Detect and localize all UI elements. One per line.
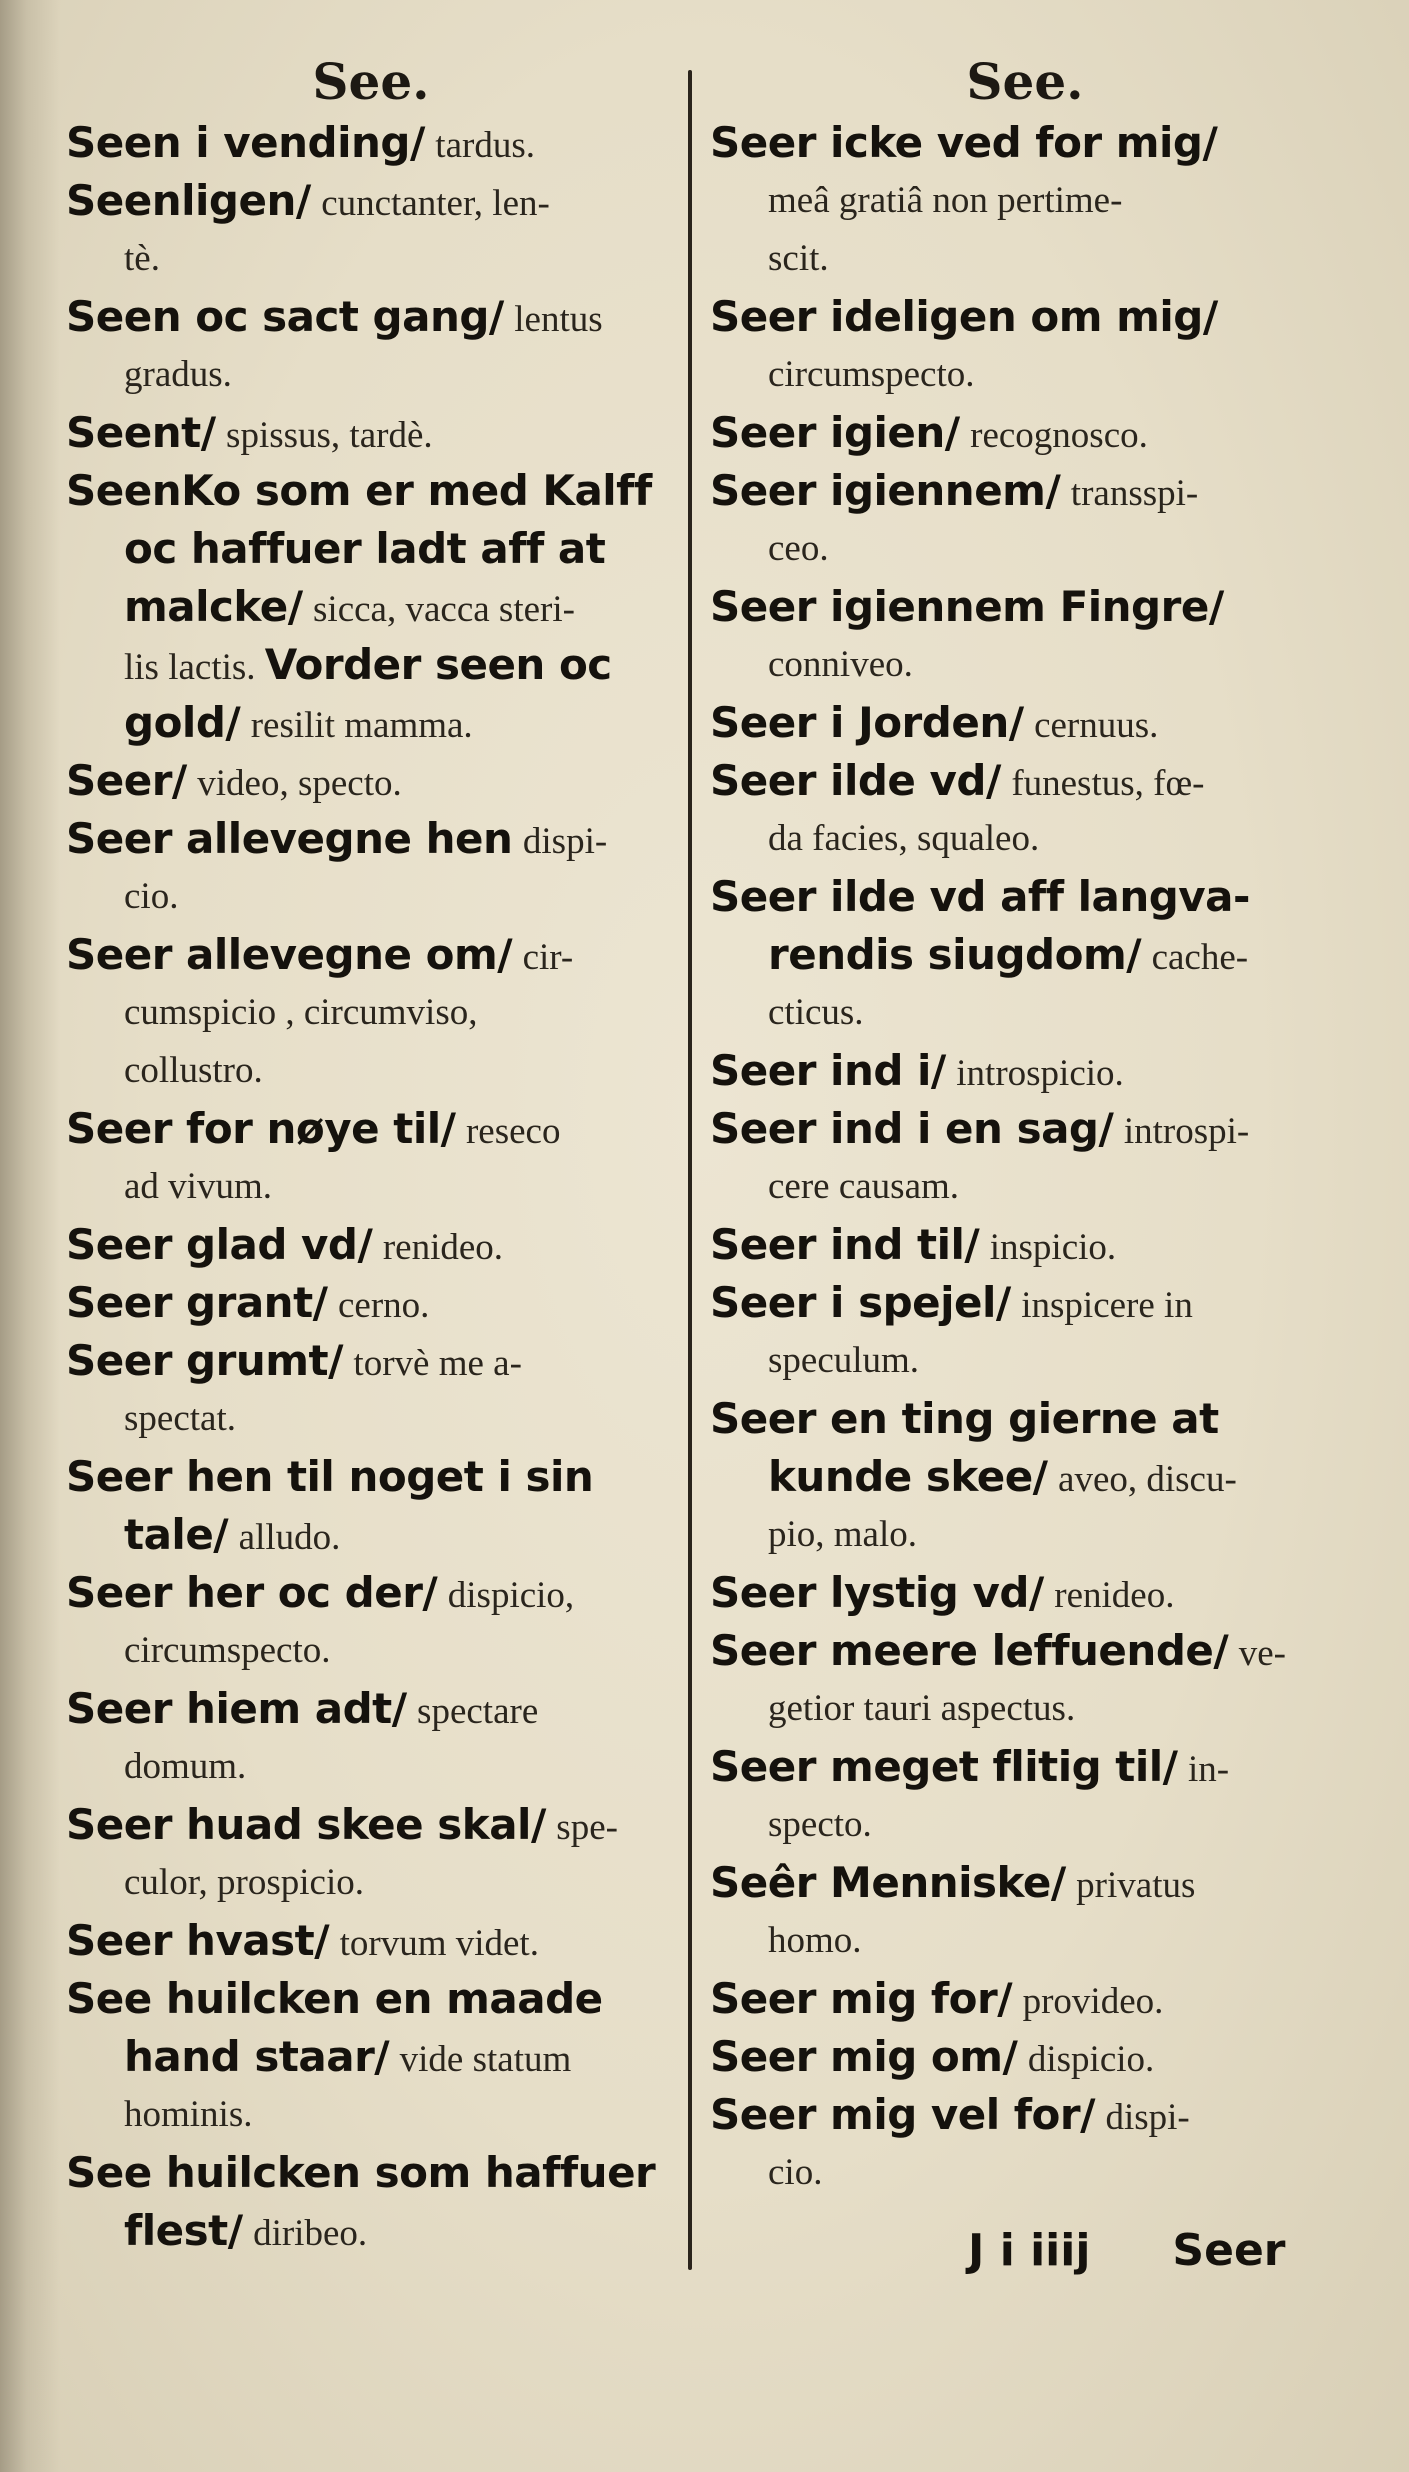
entry-line xyxy=(66,2202,676,2260)
latin-gloss: pio, malo. xyxy=(768,1514,918,1555)
entry-line xyxy=(66,2086,676,2144)
entry-line xyxy=(66,1390,676,1448)
latin-gloss: funestus, fœ- xyxy=(1011,763,1205,804)
dictionary-entry xyxy=(66,1332,676,1448)
latin-gloss: ad vivum. xyxy=(124,1166,272,1207)
latin-gloss: domum. xyxy=(124,1746,247,1787)
entry-line xyxy=(710,2144,1340,2202)
latin-gloss: specto. xyxy=(768,1804,872,1845)
latin-gloss: lis lactis. xyxy=(124,647,265,688)
latin-gloss: cere causam. xyxy=(768,1166,960,1207)
latin-gloss: cache- xyxy=(1151,937,1249,978)
entry-line xyxy=(66,1216,676,1274)
headword: Seer i Jorden/ xyxy=(710,698,1024,747)
latin-gloss: cio. xyxy=(124,876,179,917)
latin-gloss: cticus. xyxy=(768,992,864,1033)
dictionary-entry xyxy=(710,1216,1340,1274)
entry-line xyxy=(710,404,1340,462)
latin-gloss: da facies, squaleo. xyxy=(768,818,1040,859)
latin-gloss: lentus xyxy=(514,299,603,340)
left-column xyxy=(66,50,676,2260)
headword: Vorder seen oc xyxy=(264,640,612,689)
entry-line xyxy=(66,578,676,636)
dictionary-entry xyxy=(710,1564,1340,1622)
latin-gloss: diribeo. xyxy=(253,2213,368,2254)
entry-line xyxy=(66,636,676,694)
entry-line xyxy=(710,1448,1340,1506)
headword: malcke/ xyxy=(124,582,303,631)
left-running-head: See. xyxy=(312,52,430,111)
latin-gloss: circumspecto. xyxy=(768,354,975,395)
entry-line xyxy=(66,1912,676,1970)
entry-line xyxy=(66,1854,676,1912)
headword: Seer hiem adt/ xyxy=(66,1684,407,1733)
dictionary-entry xyxy=(710,1970,1340,2028)
dictionary-entry xyxy=(710,2086,1340,2202)
headword: Seen i vending/ xyxy=(66,118,425,167)
entry-line xyxy=(66,1506,676,1564)
entry-line xyxy=(710,1564,1340,1622)
entry-line xyxy=(66,288,676,346)
latin-gloss: vide statum xyxy=(399,2039,572,2080)
latin-gloss: getior tauri aspectus. xyxy=(768,1688,1076,1729)
headword: Seer/ xyxy=(66,756,187,805)
headword: Seer ilde vd/ xyxy=(710,756,1001,805)
latin-gloss: renideo. xyxy=(1054,1575,1175,1616)
entry-line xyxy=(710,694,1340,752)
latin-gloss: homo. xyxy=(768,1920,862,1961)
headword: kunde skee/ xyxy=(768,1452,1048,1501)
entry-line xyxy=(710,1680,1340,1738)
column-divider xyxy=(688,70,692,2270)
latin-gloss: inspicio. xyxy=(989,1227,1117,1268)
dictionary-entry xyxy=(710,1042,1340,1100)
latin-gloss: tardus. xyxy=(435,125,535,166)
latin-gloss: spissus, tardè. xyxy=(226,415,433,456)
entry-line xyxy=(66,1970,676,2028)
dictionary-entry xyxy=(66,2144,676,2260)
latin-gloss: torvum videt. xyxy=(339,1923,539,1964)
dictionary-entry xyxy=(66,1274,676,1332)
headword: Seer allevegne hen xyxy=(66,814,513,863)
headword: Seer igiennem Fingre/ xyxy=(710,582,1224,631)
headword: Seent/ xyxy=(66,408,216,457)
entry-line xyxy=(66,114,676,172)
entry-line xyxy=(66,926,676,984)
dictionary-entry xyxy=(66,462,676,752)
entry-line xyxy=(66,230,676,288)
headword: rendis siugdom/ xyxy=(768,930,1142,979)
headword: Seer hen til noget i sin xyxy=(66,1452,594,1501)
dictionary-entry xyxy=(710,2028,1340,2086)
latin-gloss: hominis. xyxy=(124,2094,253,2135)
headword: Seer grant/ xyxy=(66,1278,328,1327)
latin-gloss: spectat. xyxy=(124,1398,236,1439)
dictionary-entry xyxy=(710,1738,1340,1854)
latin-gloss: sicca, vacca steri- xyxy=(313,589,575,630)
headword: Seer mig for/ xyxy=(710,1974,1013,2023)
entry-line xyxy=(66,1042,676,1100)
entry-line xyxy=(710,578,1340,636)
entry-line xyxy=(710,114,1340,172)
entry-line xyxy=(66,752,676,810)
latin-gloss: dispi- xyxy=(522,821,608,862)
dictionary-entry xyxy=(710,578,1340,694)
latin-gloss: aveo, discu- xyxy=(1058,1459,1237,1500)
headword: Seêr Menniske/ xyxy=(710,1858,1066,1907)
dictionary-entry xyxy=(66,404,676,462)
dictionary-entry xyxy=(66,1912,676,1970)
dictionary-entry xyxy=(66,1970,676,2144)
latin-gloss: collustro. xyxy=(124,1050,263,1091)
headword: Seer for nøye til/ xyxy=(66,1104,456,1153)
latin-gloss: introspicio. xyxy=(956,1053,1124,1094)
headword: See huilcken som haffuer xyxy=(66,2148,656,2197)
entry-line xyxy=(710,462,1340,520)
entry-line xyxy=(66,1738,676,1796)
latin-gloss: spectare xyxy=(417,1691,539,1732)
dictionary-entry xyxy=(66,288,676,404)
dictionary-entry xyxy=(710,868,1340,1042)
latin-gloss: dispi- xyxy=(1105,2097,1190,2138)
latin-gloss: dispicio. xyxy=(1027,2039,1155,2080)
entry-line xyxy=(710,1158,1340,1216)
dictionary-entry xyxy=(66,810,676,926)
entry-line xyxy=(66,1564,676,1622)
entry-line xyxy=(710,2028,1340,2086)
headword: See huilcken en maade xyxy=(66,1974,603,2023)
entry-line xyxy=(66,2028,676,2086)
right-running-head: See. xyxy=(966,52,1084,111)
latin-gloss: recognosco. xyxy=(970,415,1148,456)
headword: Seer hvast/ xyxy=(66,1916,330,1965)
latin-gloss: ve- xyxy=(1238,1633,1286,1674)
latin-gloss: meâ gratiâ non pertime- xyxy=(768,180,1123,221)
entry-line xyxy=(710,984,1340,1042)
entry-line xyxy=(710,1390,1340,1448)
latin-gloss: renideo. xyxy=(382,1227,504,1268)
dictionary-entry xyxy=(710,1100,1340,1216)
dictionary-entry xyxy=(66,926,676,1100)
dictionary-entry xyxy=(710,462,1340,578)
entry-line xyxy=(66,2144,676,2202)
headword: Seer igien/ xyxy=(710,408,960,457)
entry-line xyxy=(710,230,1340,288)
dictionary-entry xyxy=(710,1390,1340,1564)
dictionary-entry xyxy=(710,752,1340,868)
latin-gloss: transspi- xyxy=(1070,473,1199,514)
headword: Seer glad vd/ xyxy=(66,1220,373,1269)
headword: Seer lystig vd/ xyxy=(710,1568,1044,1617)
headword: Seer i spejel/ xyxy=(710,1278,1011,1327)
latin-gloss: torvè me a- xyxy=(353,1343,522,1384)
latin-gloss: video, specto. xyxy=(197,763,402,804)
headword: Seer ind til/ xyxy=(710,1220,980,1269)
headword: Seer huad skee skal/ xyxy=(66,1800,546,1849)
dictionary-entry xyxy=(66,1564,676,1680)
dictionary-entry xyxy=(66,172,676,288)
entry-line xyxy=(710,288,1340,346)
right-entries xyxy=(710,114,1340,2202)
dictionary-entry xyxy=(710,1622,1340,1738)
headword: Seer en ting gierne at xyxy=(710,1394,1219,1443)
dictionary-entry xyxy=(66,1216,676,1274)
entry-line xyxy=(710,810,1340,868)
entry-line xyxy=(710,1216,1340,1274)
latin-gloss: cunctanter, len- xyxy=(321,183,550,224)
latin-gloss: conniveo. xyxy=(768,644,913,685)
entry-line xyxy=(66,1332,676,1390)
entry-line xyxy=(710,1796,1340,1854)
entry-line xyxy=(710,1854,1340,1912)
entry-line xyxy=(710,1622,1340,1680)
headword: gold/ xyxy=(124,698,241,747)
headword: Seer mig vel for/ xyxy=(710,2090,1095,2139)
latin-gloss: scit. xyxy=(768,238,829,279)
dictionary-entry xyxy=(710,1274,1340,1390)
entry-line xyxy=(66,984,676,1042)
entry-line xyxy=(710,172,1340,230)
dictionary-entry xyxy=(710,114,1340,288)
catchword: Seer xyxy=(1172,2225,1286,2276)
latin-gloss: spe- xyxy=(556,1807,618,1848)
headword: Seer her oc der/ xyxy=(66,1568,438,1617)
entry-line xyxy=(66,404,676,462)
right-column xyxy=(710,50,1340,2202)
latin-gloss: cio. xyxy=(768,2152,823,2193)
headword: Seer ind i en sag/ xyxy=(710,1104,1114,1153)
dictionary-entry xyxy=(66,1100,676,1216)
page-footer xyxy=(968,2225,1286,2276)
headword: Seer meget flitig til/ xyxy=(710,1742,1178,1791)
dictionary-entry xyxy=(710,404,1340,462)
latin-gloss: tè. xyxy=(124,238,160,279)
latin-gloss: speculum. xyxy=(768,1340,920,1381)
dictionary-entry xyxy=(710,1854,1340,1970)
latin-gloss: inspicere in xyxy=(1021,1285,1193,1326)
latin-gloss: resilit mamma. xyxy=(250,705,473,746)
dictionary-entry xyxy=(66,1680,676,1796)
latin-gloss: reseco xyxy=(465,1111,561,1152)
headword: Seer mig om/ xyxy=(710,2032,1018,2081)
headword: oc haffuer ladt aff at xyxy=(124,524,606,573)
headword: Seer ind i/ xyxy=(710,1046,946,1095)
entry-line xyxy=(710,346,1340,404)
entry-line xyxy=(710,1912,1340,1970)
entry-line xyxy=(66,868,676,926)
headword: Seenligen/ xyxy=(66,176,311,225)
latin-gloss: gradus. xyxy=(124,354,232,395)
headword: Seer grumt/ xyxy=(66,1336,343,1385)
entry-line xyxy=(710,1506,1340,1564)
entry-line xyxy=(710,1738,1340,1796)
entry-line xyxy=(710,1274,1340,1332)
latin-gloss: culor, prospicio. xyxy=(124,1862,364,1903)
entry-line xyxy=(710,868,1340,926)
dictionary-entry xyxy=(66,1448,676,1564)
entry-line xyxy=(66,462,676,520)
entry-line xyxy=(66,1622,676,1680)
entry-line xyxy=(710,520,1340,578)
headword: Seer ilde vd aff langva- xyxy=(710,872,1250,921)
latin-gloss: cerno. xyxy=(338,1285,430,1326)
headword: Seer meere leffuende/ xyxy=(710,1626,1229,1675)
entry-line xyxy=(710,926,1340,984)
entry-line xyxy=(66,1100,676,1158)
headword: Seer allevegne om/ xyxy=(66,930,513,979)
dictionary-entry xyxy=(710,694,1340,752)
entry-line xyxy=(710,752,1340,810)
entry-line xyxy=(66,520,676,578)
entry-line xyxy=(66,694,676,752)
left-entries xyxy=(66,114,676,2260)
headword: Seer icke ved for mig/ xyxy=(710,118,1218,167)
entry-line xyxy=(66,1680,676,1738)
dictionary-entry xyxy=(66,752,676,810)
headword: Seer ideligen om mig/ xyxy=(710,292,1218,341)
entry-line xyxy=(66,172,676,230)
entry-line xyxy=(66,1448,676,1506)
entry-line xyxy=(66,1274,676,1332)
headword: SeenKo som er med Kalff xyxy=(66,466,652,515)
latin-gloss: ceo. xyxy=(768,528,829,569)
dictionary-entry xyxy=(66,1796,676,1912)
entry-line xyxy=(710,1042,1340,1100)
entry-line xyxy=(66,346,676,404)
headword: Seen oc sact gang/ xyxy=(66,292,504,341)
latin-gloss: cumspicio , circumviso, xyxy=(124,992,478,1033)
dictionary-entry xyxy=(710,288,1340,404)
latin-gloss: cir- xyxy=(522,937,574,978)
dictionary-entry xyxy=(66,114,676,172)
latin-gloss: introspi- xyxy=(1123,1111,1250,1152)
latin-gloss: circumspecto. xyxy=(124,1630,331,1671)
entry-line xyxy=(710,2086,1340,2144)
latin-gloss: alludo. xyxy=(238,1517,341,1558)
latin-gloss: in- xyxy=(1188,1749,1230,1790)
entry-line xyxy=(66,810,676,868)
headword: flest/ xyxy=(124,2206,243,2255)
headword: tale/ xyxy=(124,1510,229,1559)
entry-line xyxy=(710,1100,1340,1158)
binding-shadow xyxy=(0,0,60,2472)
headword: hand staar/ xyxy=(124,2032,390,2081)
headword: Seer igiennem/ xyxy=(710,466,1061,515)
latin-gloss: cernuus. xyxy=(1034,705,1159,746)
entry-line xyxy=(710,636,1340,694)
signature-mark: J i iiij xyxy=(968,2225,1091,2276)
entry-line xyxy=(66,1796,676,1854)
entry-line xyxy=(66,1158,676,1216)
latin-gloss: privatus xyxy=(1076,1865,1196,1906)
latin-gloss: dispicio, xyxy=(447,1575,575,1616)
entry-line xyxy=(710,1970,1340,2028)
entry-line xyxy=(710,1332,1340,1390)
latin-gloss: provideo. xyxy=(1022,1981,1164,2022)
